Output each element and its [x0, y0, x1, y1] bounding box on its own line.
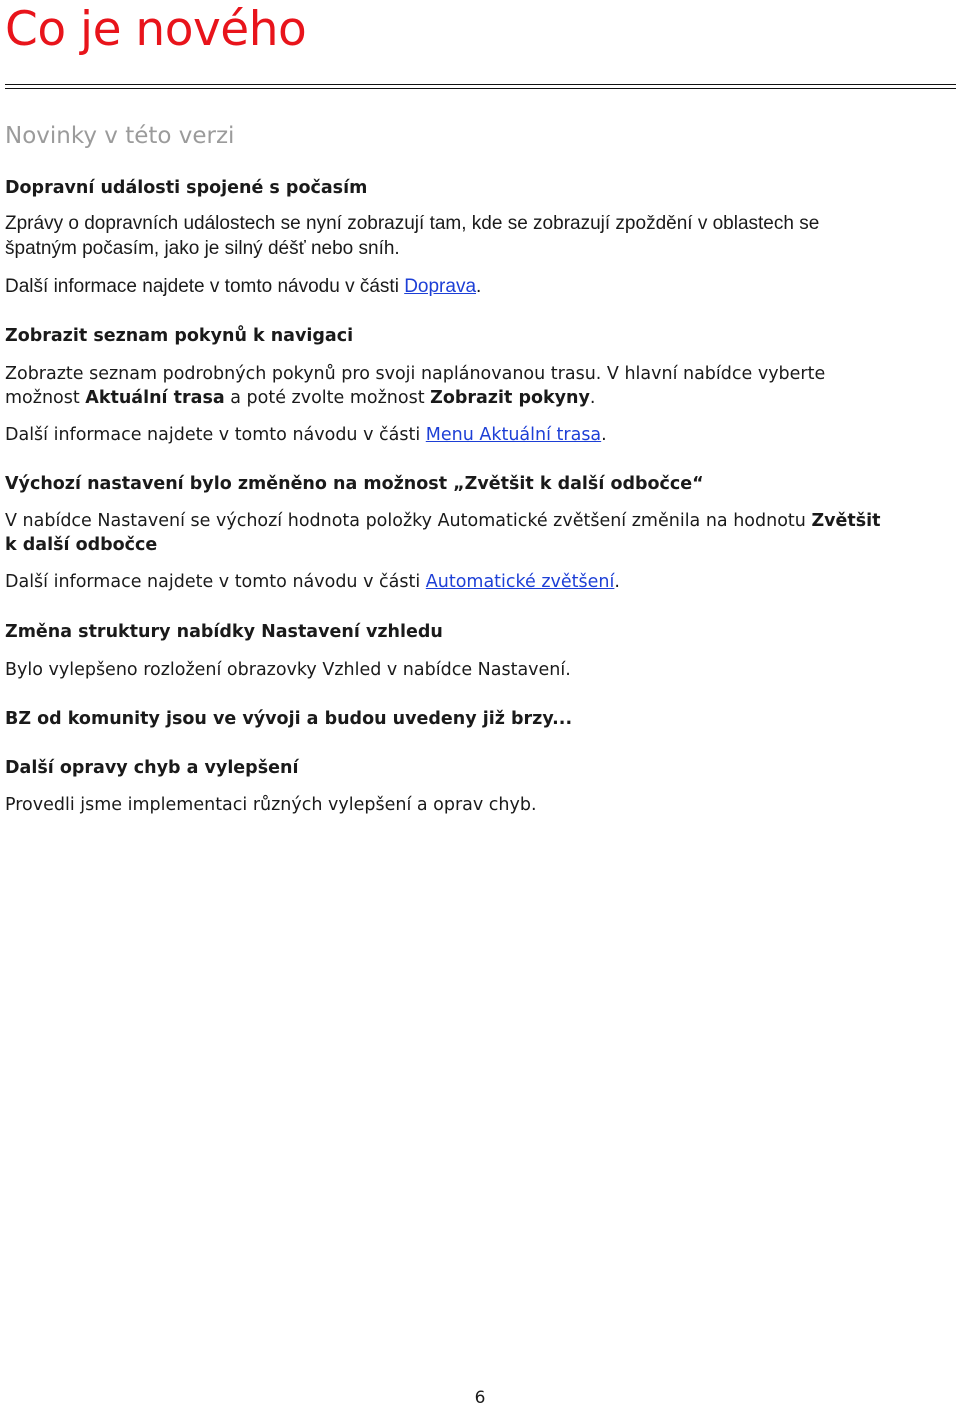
more-info-prefix: Další informace najdete v tomto návodu v části	[5, 572, 426, 592]
page-number: 6	[474, 1388, 486, 1408]
more-info-suffix: .	[614, 572, 620, 592]
heading-bug-fixes: Další opravy chyb a vylepšení	[5, 758, 299, 778]
more-info-suffix: .	[476, 276, 482, 297]
more-info-weather	[5, 275, 481, 299]
paragraph-zoom-line1	[5, 509, 881, 533]
route-text-show-instructions: Zobrazit pokyny	[430, 388, 590, 408]
paragraph-weather-line2: špatným počasím, jako je silný déšť nebo sníh.	[5, 238, 400, 259]
paragraph-route-line1: Zobrazte seznam podrobných pokynů pro svoji naplánovanou trasu. V hlavní nabídce vyberte	[5, 364, 826, 384]
link-automaticke-zvetseni[interactable]: Automatické zvětšení	[425, 572, 615, 592]
heading-community-speedcams: BZ od komunity jsou ve vývoji a budou uvedeny již brzy...	[5, 709, 573, 729]
link-doprava[interactable]: Doprava	[404, 276, 477, 297]
more-info-prefix: Další informace najdete v tomto návodu v části	[5, 425, 426, 445]
heading-settings-structure: Změna struktury nabídky Nastavení vzhledu	[5, 622, 443, 642]
paragraph-weather-line1: Zprávy o dopravních událostech se nyní zobrazují tam, kde se zobrazují zpoždění v oblastech se	[5, 213, 820, 234]
title-rule-bottom	[5, 88, 956, 89]
paragraph-settings: Bylo vylepšeno rozložení obrazovky Vzhled v nabídce Nastavení.	[5, 660, 571, 680]
route-text-a: možnost	[5, 388, 86, 408]
more-info-suffix: .	[601, 425, 607, 445]
paragraph-bug-fixes: Provedli jsme implementaci různých vylepšení a oprav chyb.	[5, 795, 537, 815]
page-title: Co je nového	[5, 2, 307, 57]
heading-default-zoom: Výchozí nastavení bylo změněno na možnost „Zvětšit k další odbočce“	[5, 474, 704, 494]
zoom-text-bold-2: k další odbočce	[5, 535, 158, 555]
heading-weather-traffic: Dopravní události spojené s počasím	[5, 178, 368, 198]
section-subtitle: Novinky v této verzi	[5, 123, 235, 149]
more-info-zoom	[5, 570, 620, 594]
title-rule-top	[5, 84, 956, 85]
paragraph-zoom-line2	[5, 533, 157, 557]
route-text-c: a poté zvolte možnost	[224, 388, 431, 408]
more-info-route	[5, 423, 607, 447]
link-menu-aktualni-trasa[interactable]: Menu Aktuální trasa	[425, 425, 602, 445]
route-text-e: .	[589, 388, 596, 408]
zoom-text-bold: Zvětšit	[811, 511, 881, 531]
more-info-prefix: Další informace najdete v tomto návodu v části	[5, 276, 405, 297]
heading-route-instructions: Zobrazit seznam pokynů k navigaci	[5, 326, 354, 346]
route-text-current-route: Aktuální trasa	[85, 388, 225, 408]
paragraph-route-line2	[5, 386, 596, 410]
zoom-text-a: V nabídce Nastavení se výchozí hodnota položky Automatické zvětšení změnila na hodnotu	[5, 511, 812, 531]
